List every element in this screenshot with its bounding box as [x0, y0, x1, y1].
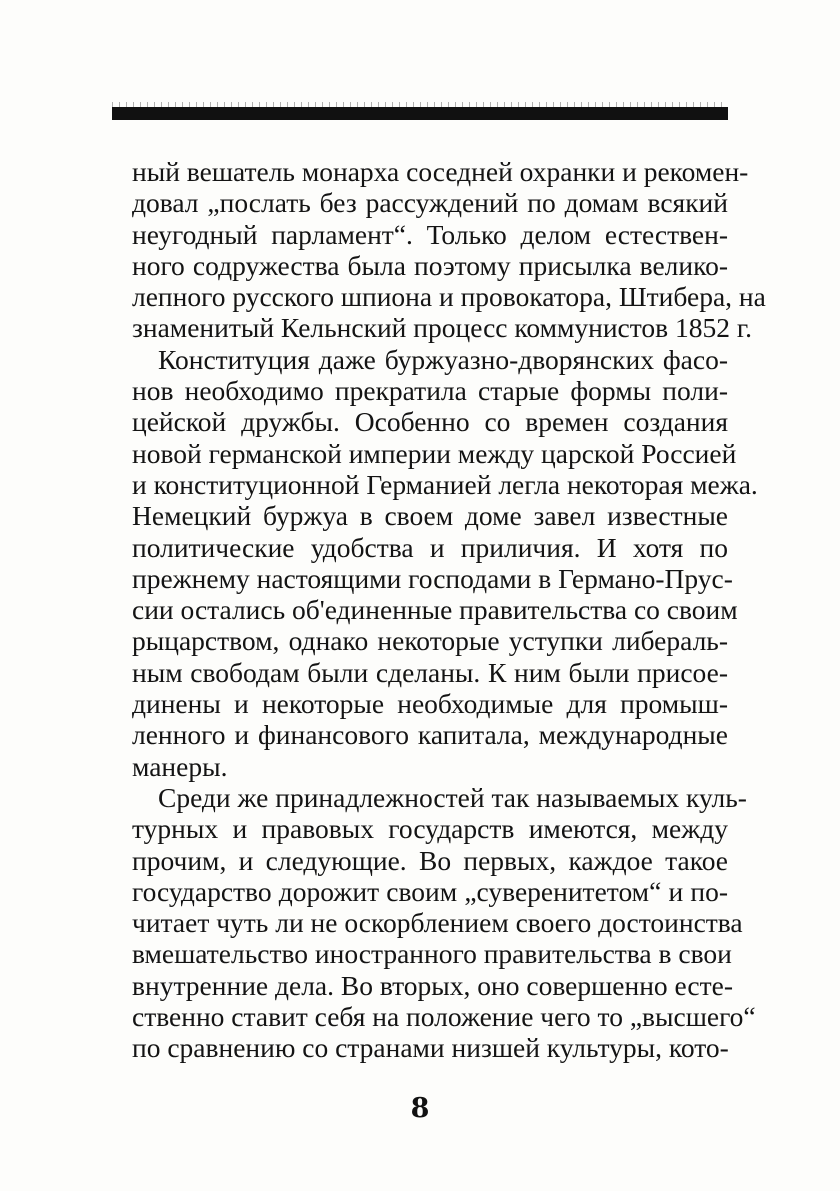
text-line: Немецкий буржуа в своем доме завел известные	[132, 500, 728, 532]
text-line: ленного и финансового капитала, международные	[132, 719, 728, 751]
text-line: прежнему настоящими господами в Германо-Прус-	[132, 562, 733, 594]
text-line: политические удобства и приличия. И хотя по	[132, 531, 728, 563]
text-line: довал „послать без рассуждений по домам всякий	[132, 187, 728, 219]
header-rule	[112, 107, 728, 120]
text-line: ственно ставит себя на положение чего то „высшего“	[132, 1001, 756, 1033]
text-line: нов необходимо прекратила старые формы поли-	[132, 375, 728, 407]
body-text	[132, 156, 766, 1064]
text-line: прочим, и следующие. Во первых, каждое такое	[132, 844, 728, 876]
text-line: цейской дружбы. Особенно со времен создания	[132, 406, 728, 438]
paragraph	[132, 156, 766, 344]
text-line: сии остались об'единенные правительства со своим	[132, 594, 738, 626]
text-line: знаменитый Кельнский процесс коммунистов 1852 г.	[132, 312, 752, 344]
paragraph	[132, 343, 758, 782]
text-line: манеры.	[132, 750, 228, 782]
text-line: вмешательство иностранного правительства в свои	[132, 938, 732, 970]
text-line: неугодный парламент“. Только делом естествен-	[132, 218, 728, 250]
text-line: рыцарством, однако некоторые уступки либераль-	[132, 625, 728, 657]
text-line: читает чуть ли не оскорблением своего достоинства	[132, 907, 743, 939]
text-line: ного содружества была поэтому присылка велико-	[132, 249, 728, 281]
text-line: Среди же принадлежностей так называемых куль-	[158, 781, 747, 813]
text-line: турных и правовых государств имеются, между	[132, 813, 728, 845]
text-line: динены и некоторые необходимые для промыш-	[132, 688, 728, 720]
text-line: и конституционной Германией легла некоторая межа.	[132, 468, 758, 500]
text-line: новой германской империи между царской Россией	[132, 437, 737, 469]
text-line: ным свободам были сделаны. К ним были присое-	[132, 656, 728, 688]
text-line: Конституция даже буржуазно-дворянских фасо-	[158, 343, 728, 375]
text-line: ный вешатель монарха соседней охранки и рекомен-	[132, 156, 749, 187]
text-line: государство дорожит своим „суверенитетом“ и по-	[132, 875, 728, 907]
page-number: 8	[410, 1093, 430, 1124]
text-line: внутренние дела. Во вторых, оно совершенно есте-	[132, 969, 734, 1001]
text-line: по сравнению со странами низшей культуры, кото-	[132, 1032, 729, 1064]
paragraph	[132, 781, 756, 1064]
text-line: лепного русского шпиона и провокатора, Штибера, на	[132, 281, 766, 313]
